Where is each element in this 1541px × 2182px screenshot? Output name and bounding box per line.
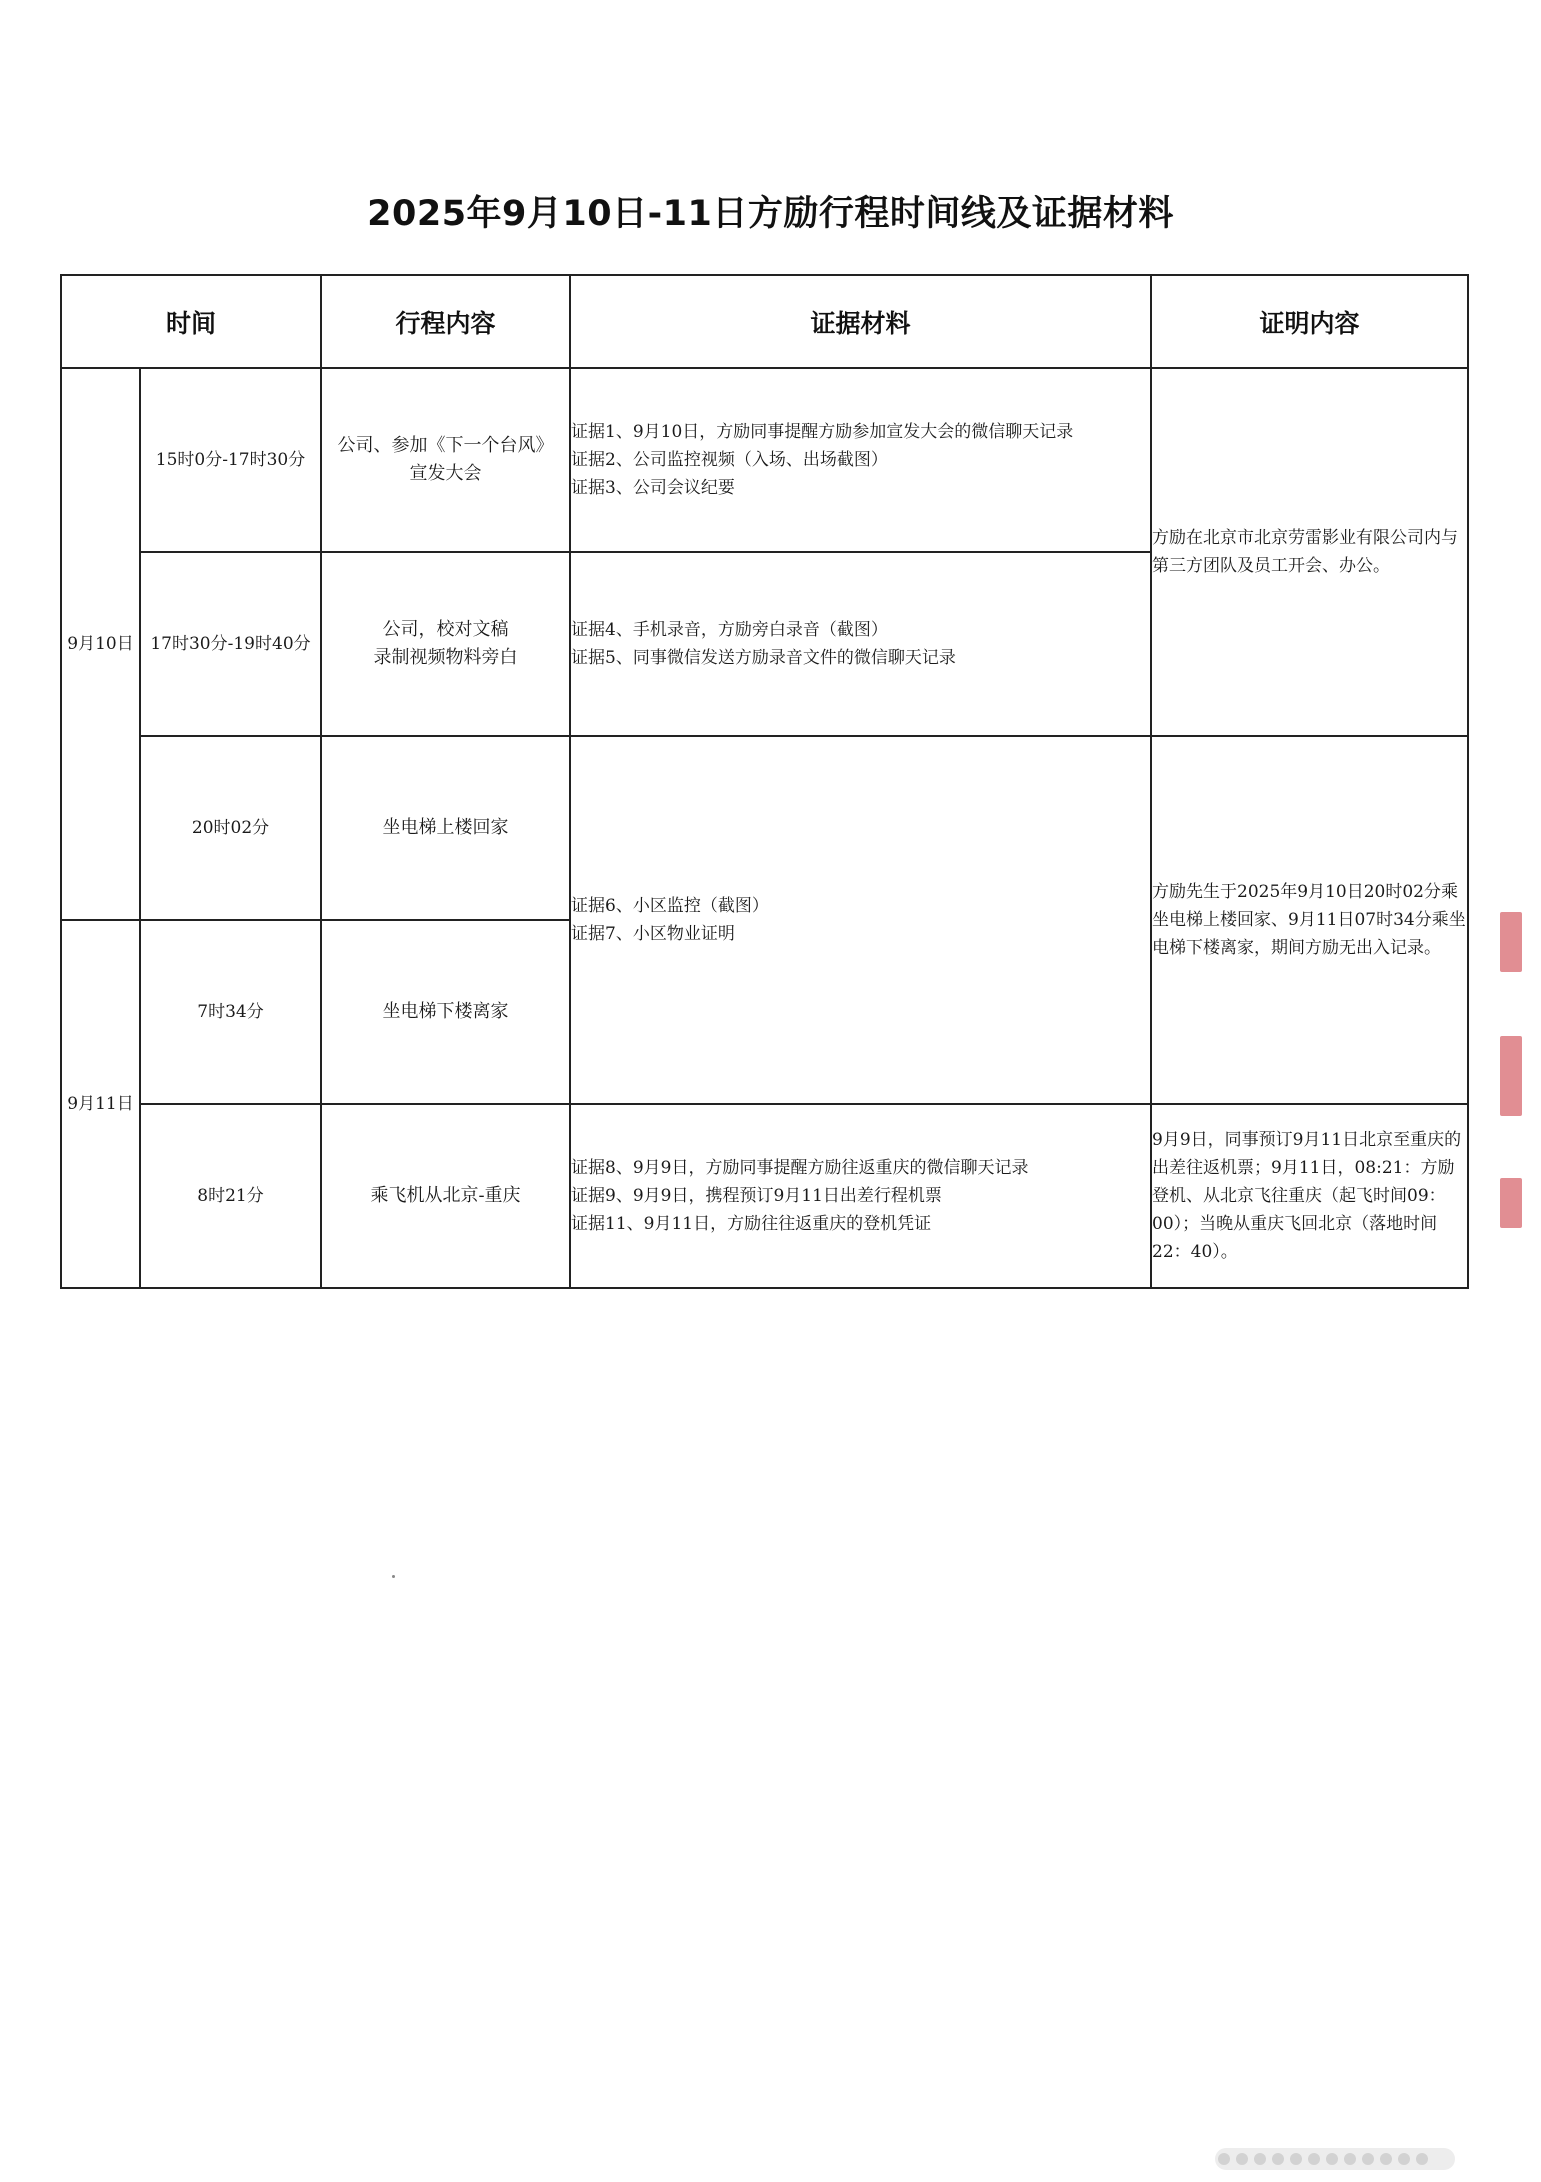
activity-line: 公司，校对文稿 xyxy=(382,619,509,640)
date-cell-sep10: 9月10日 xyxy=(61,368,140,920)
time-cell: 15时0分-17时30分 xyxy=(140,368,321,552)
header-proof: 证明内容 xyxy=(1151,275,1468,368)
activity-cell xyxy=(321,552,570,736)
date-cell-sep11: 9月11日 xyxy=(61,920,140,1288)
evidence-line: 证据5、同事微信发送方励录音文件的微信聊天记录 xyxy=(571,648,956,668)
proof-text: 方励先生于2025年9月10日20时02分乘坐电梯上楼回家、9月11日07时34分乘坐电梯下楼离家，期间方励无出入记录。 xyxy=(1152,882,1466,958)
scan-speck xyxy=(392,1575,395,1578)
evidence-line: 证据11、9月11日，方励往往返重庆的登机凭证 xyxy=(571,1214,932,1234)
time-cell: 17时30分-19时40分 xyxy=(140,552,321,736)
table-row xyxy=(61,1104,1468,1288)
watermark xyxy=(1215,2148,1455,2170)
time-cell: 8时21分 xyxy=(140,1104,321,1288)
seal-mark xyxy=(1500,1178,1522,1228)
time-cell: 7时34分 xyxy=(140,920,321,1104)
evidence-cell xyxy=(570,552,1151,736)
activity-line: 公司、参加《下一个台风》 xyxy=(337,435,554,456)
evidence-line: 证据2、公司监控视频（入场、出场截图） xyxy=(571,450,888,470)
evidence-cell xyxy=(570,368,1151,552)
proof-text: 9月9日，同事预订9月11日北京至重庆的出差往返机票；9月11日，08:21：方励登机、从北京飞往重庆（起飞时间09：00）；当晚从重庆飞回北京（落地时间22：40）。 xyxy=(1152,1130,1462,1262)
table-header-row xyxy=(61,275,1468,368)
proof-text: 方励在北京市北京劳雷影业有限公司内与第三方团队及员工开会、办公。 xyxy=(1152,528,1459,576)
evidence-cell xyxy=(570,1104,1151,1288)
activity-cell xyxy=(321,368,570,552)
table-row xyxy=(61,736,1468,920)
evidence-line: 证据6、小区监控（截图） xyxy=(571,896,769,916)
header-time: 时间 xyxy=(61,275,321,368)
seal-mark xyxy=(1500,912,1522,972)
evidence-line: 证据3、公司会议纪要 xyxy=(571,478,735,498)
evidence-line: 证据7、小区物业证明 xyxy=(571,924,735,944)
evidence-line: 证据9、9月9日，携程预订9月11日出差行程机票 xyxy=(571,1186,942,1206)
activity-cell: 乘飞机从北京-重庆 xyxy=(321,1104,570,1288)
evidence-line: 证据1、9月10日，方励同事提醒方励参加宣发大会的微信聊天记录 xyxy=(571,422,1074,442)
proof-cell-office xyxy=(1151,368,1468,736)
evidence-line: 证据8、9月9日，方励同事提醒方励往返重庆的微信聊天记录 xyxy=(571,1158,1029,1178)
timeline-table xyxy=(60,274,1469,1289)
header-evidence: 证据材料 xyxy=(570,275,1151,368)
proof-cell-home xyxy=(1151,736,1468,1104)
activity-cell: 坐电梯下楼离家 xyxy=(321,920,570,1104)
document-title: 2025年9月10日-11日方励行程时间线及证据材料 xyxy=(367,194,1174,234)
evidence-line: 证据4、手机录音，方励旁白录音（截图） xyxy=(571,620,888,640)
time-cell: 20时02分 xyxy=(140,736,321,920)
header-activity: 行程内容 xyxy=(321,275,570,368)
seal-mark xyxy=(1500,1036,1522,1116)
activity-cell: 坐电梯上楼回家 xyxy=(321,736,570,920)
evidence-cell-community xyxy=(570,736,1151,1104)
table-row xyxy=(61,368,1468,552)
activity-line: 宣发大会 xyxy=(409,463,482,484)
proof-cell-flight xyxy=(1151,1104,1468,1288)
activity-line: 录制视频物料旁白 xyxy=(373,647,518,668)
